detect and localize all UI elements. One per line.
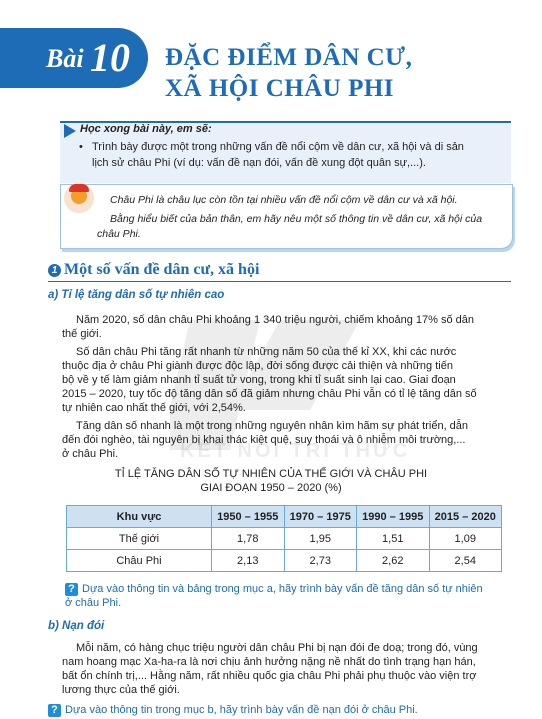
header-2015: 2015 – 2020 <box>429 506 502 528</box>
para-b1-line4: lương thực của thế giới. <box>62 684 180 696</box>
section-number-icon: 1 <box>48 264 61 277</box>
cell-value: 2,62 <box>357 550 430 572</box>
table-row <box>67 528 502 550</box>
watermark-text: KẾT NỐI TRI THỨC <box>180 440 411 462</box>
cell-value: 2,13 <box>212 550 285 572</box>
objectives-heading: Học xong bài này, em sẽ: <box>80 123 212 135</box>
header-1970: 1970 – 1975 <box>284 506 357 528</box>
header-region: Khu vực <box>67 506 212 528</box>
lesson-number: 10 <box>90 35 130 80</box>
para-b1-line1: Mỗi năm, có hàng chục triệu người dân châu Phi bị nạn đói đe doạ; trong đó, vùng <box>76 642 478 654</box>
table-title-line1: TỈ LỆ TĂNG DÂN SỐ TỰ NHIÊN CỦA THẾ GIỚI VÀ CHÂU PHI <box>114 468 428 480</box>
table-title-line2: GIAI ĐOẠN 1950 – 2020 (%) <box>200 482 342 494</box>
para-a2-line4: 2015 – 2020, tuy tốc độ tăng dân số đã giảm nhưng châu Phi vẫn có tỉ lệ tăng dân số <box>62 388 477 400</box>
para-a1-line1: Năm 2020, số dân châu Phi khoảng 1 340 triệu người, chiếm khoảng 17% số dân <box>76 314 475 326</box>
para-a2-line3: bộ về y tế làm giảm nhanh tỉ suất tử vong, trong khi tỉ suất sinh lại cao. Giai đoạn <box>62 374 456 386</box>
cell-value: 2,73 <box>284 550 357 572</box>
objectives-line2: lịch sử châu Phi (ví dụ: vấn đề nạn đói, vấn đề xung đột quân sự,...). <box>92 157 426 169</box>
play-arrow-icon <box>64 124 76 138</box>
bullet: • <box>79 141 83 153</box>
page-title-line2: XÃ HỘI CHÂU PHI <box>165 75 395 102</box>
question-icon: ? <box>65 583 78 596</box>
para-b1-line2: nam hoang mạc Xa-ha-ra là nơi chịu ảnh hưởng nặng nề nhất do tình trạng hạn hán, <box>62 656 476 668</box>
para-a2-line5: tự nhiên cao nhất thế giới, với 2,54%. <box>62 402 246 414</box>
cell-region: Thế giới <box>67 528 212 550</box>
intro-line2: Bằng hiểu biết của bản thân, em hãy nêu một số thông tin về dân cư, xã hội của <box>110 213 483 225</box>
cell-region: Châu Phi <box>67 550 212 572</box>
question-a-line2: ở châu Phi. <box>65 597 122 609</box>
cell-value: 2,54 <box>429 550 502 572</box>
section-divider <box>48 281 511 282</box>
header-1990: 1990 – 1995 <box>357 506 430 528</box>
para-a2-line1: Số dân châu Phi tăng rất nhanh từ những năm 50 của thế kỉ XX, khi các nước <box>76 346 457 358</box>
intro-line3: châu Phi. <box>97 228 141 240</box>
subsection-b-title: b) Nạn đói <box>48 620 105 632</box>
cell-value: 1,51 <box>357 528 430 550</box>
cell-value: 1,95 <box>284 528 357 550</box>
question-icon: ? <box>48 704 61 717</box>
para-a3-line3: ở châu Phi. <box>62 448 119 460</box>
cell-value: 1,78 <box>212 528 285 550</box>
cell-value: 1,09 <box>429 528 502 550</box>
intro-line1: Châu Phi là châu lục còn tồn tại nhiều vấn đề nổi cộm về dân cư và xã hội. <box>110 194 458 206</box>
page-title-line1: ĐẶC ĐIỂM DÂN CƯ, <box>165 44 413 71</box>
question-b: Dựa vào thông tin trong mục b, hãy trình bày vấn đề nạn đói ở châu Phi. <box>65 704 418 716</box>
para-a3-line2: đến đói nghèo, tài nguyên bị khai thác kiệt quệ, suy thoái và ô nhiễm môi trường,... <box>62 434 466 446</box>
para-b1-line3: bất ổn chính trị,... Hằng năm, rất nhiều quốc gia châu Phi phải phụ thuộc vào viện trợ <box>62 670 477 682</box>
para-a1-line2: thế giới. <box>62 328 102 340</box>
para-a3-line1: Tăng dân số nhanh là một trong những nguyên nhân kìm hãm sự phát triển, dẫn <box>76 420 469 432</box>
table-row <box>67 550 502 572</box>
para-a2-line2: thuộc địa ở châu Phi giành được độc lập, đời sống được cải thiện và những tiến <box>62 360 453 372</box>
section-title: Một số vấn đề dân cư, xã hội <box>64 261 260 278</box>
lesson-word: Bài <box>46 44 84 73</box>
header-1950: 1950 – 1955 <box>212 506 285 528</box>
objectives-line1: Trình bày được một trong những vấn đề nổi cộm về dân cư, xã hội và di sản <box>92 141 464 153</box>
population-growth-table <box>66 505 502 572</box>
table-header-row <box>67 506 502 528</box>
subsection-a-title: a) Tỉ lệ tăng dân số tự nhiên cao <box>48 289 225 301</box>
avatar-hair <box>69 184 89 192</box>
question-a-line1: Dựa vào thông tin và bảng trong mục a, hãy trình bày vấn đề tăng dân số tự nhiên <box>82 583 483 595</box>
